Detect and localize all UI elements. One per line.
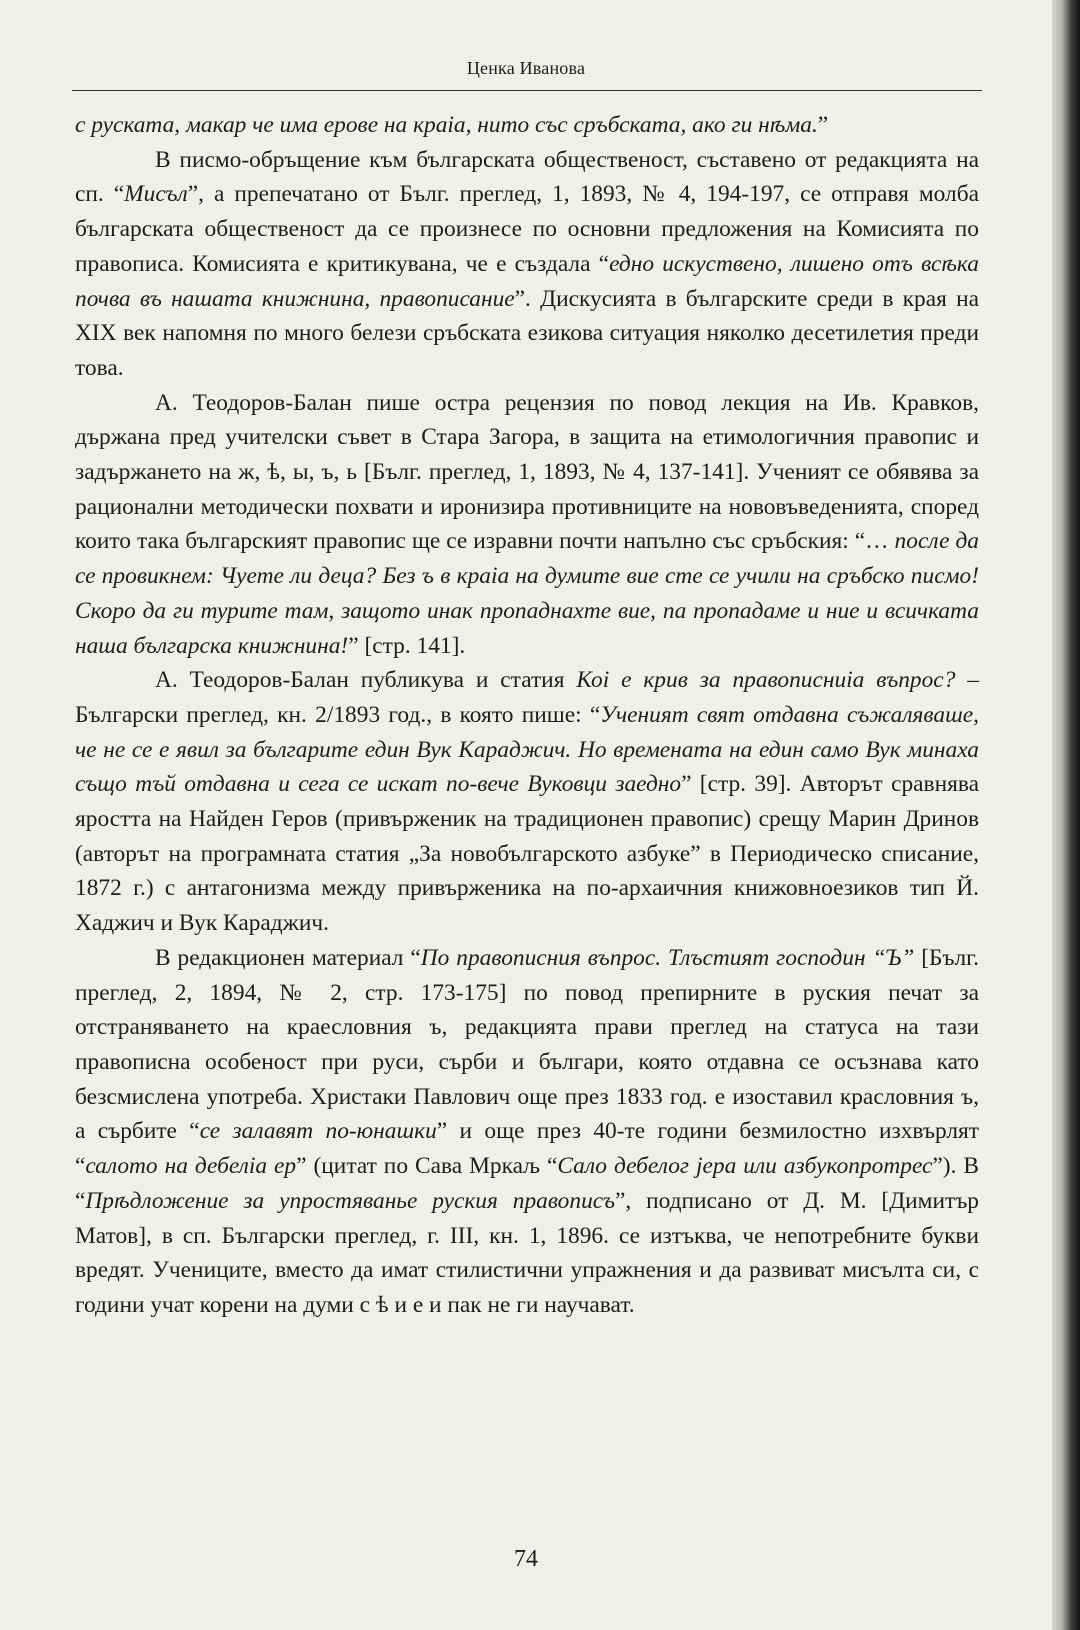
paragraph-5 (75, 941, 979, 1323)
span: Прѣдложение за упростяванье руския правописъ (85, 1187, 615, 1214)
header-rule (72, 90, 982, 91)
span: Мисъл (124, 181, 188, 208)
body-text (75, 108, 979, 1323)
span: ”, а препечатано от Бълг. преглед, 1, 1893, № 4, 194-197, се отправя молба българската общественост да се произнесе по основни предложения на Комисията по правописа. Комисията е критикувана, че е създала “ (75, 181, 979, 277)
span: В писмо-обръщение към българската общественост, съставено от редакцията на сп. “ (75, 146, 979, 208)
span: [Бълг. преглед, 2, 1894, № 2, стр. 173-175] по повод препирните в руския печат за отстраняването на краесловния ъ, редакцията прави преглед на статуса на тази правописна особеност при руси, сърби и българи, която отдавна се осъзнава като безсмислена употреба. Христаки Павлович още през 1833 год. е изоставил краcловния ъ, а сърбите “ (75, 944, 979, 1145)
page-number: 74 (514, 1546, 538, 1572)
span: после да се провикнем: Чуете ли деца? Без ъ в краіа на думите вие сте се учили на сръбско писмо! Скоро да ги турите там, защото инак пропаднахте вие, па пропадаме и ние и всичката наша българска книжнина! (75, 528, 980, 659)
span: ”. Дискусията в българските среди в края на XIX век напомня по много белези сръбската езикова ситуация няколко десетилетия преди това. (75, 285, 979, 381)
span: се залавят по-юнашки (199, 1118, 437, 1145)
book-gutter-shadow (1052, 0, 1080, 1630)
paragraph-4 (75, 663, 979, 941)
span: А. Теодоров-Балан публикува и статия (155, 667, 577, 694)
span: А. Теодоров-Балан пише остра рецензия по повод лекция на Ив. Кравков, държана пред учителски съвет в Стара Загора, в защита на етимологичния правопис и задържането на ж, ѣ, ы, ъ, ь [Бълг. преглед, 1, 1893, № 4, 137-141]. Ученият се обявява за рационални методически похвати и иронизира противниците на нововъведенията, според които така българският правопис ще се изравни почти напълно със сръбския: “… (75, 389, 979, 555)
span: ” и още през 40-те години безмилостно изхвърлят “ (75, 1118, 980, 1180)
span: По правописния въпрос. Тлъстият господин “Ъ” (420, 944, 915, 971)
running-header: Ценка Иванова (466, 58, 586, 78)
span: с руската, макар че има ерове на краіа, нито със сръбската, ако ги нѣма. (75, 112, 818, 138)
span: Ученият свят отдавна съжаляваше, че не се е явил за българите един Вук Караджич. Но времената на един само Вук минаха също тъй отдавна и сега се искат по-вече Вуковци заедно (75, 701, 980, 798)
span: едно искуствено, лишено отъ всѣка почва въ нашата книжнина, правописание (75, 250, 979, 312)
span: ” (817, 112, 829, 138)
span: – Български преглед, кн. 2/1893 год., в която пише: “ (75, 667, 979, 728)
span: Коі е крив за правописниіа въпрос? (576, 667, 956, 694)
span: ”, подписано от Д. М. [Димитър Матов], в сп. Български преглед, г. III, кн. 1, 1896. се изтъква, че непотребните букви вредят. Учениците, вместо да имат стилистични упражнения и да развиват мисълта си, с години учат корени на думи с ѣ и е и пак не ги научават. (75, 1187, 980, 1318)
span: ” [стр. 141]. (348, 632, 466, 659)
span: салото на дебеліа ер (85, 1153, 297, 1180)
paragraph-3 (75, 386, 979, 664)
span: Сало дебелог јера или азбукопротрес (557, 1153, 933, 1180)
paragraph-2 (75, 143, 979, 386)
span: В редакционен материал “ (155, 944, 421, 971)
span: ” (цитат по Сава Мркаљ “ (296, 1153, 558, 1180)
span: ” [стр. 39]. Авторът сравнява яростта на Найден Геров (привърженик на традиционен правопис) срещу Марин Дринов (авторът на програмната статия „За новобългарското азбуке” в Периодическо списание, 1872 г.) с антагонизма между привърженика на по-архаичния книжовноезиков тип Й. Хаджич и Вук Караджич. (75, 771, 979, 937)
span: ”). В “ (75, 1153, 980, 1214)
paragraph-1 (75, 108, 979, 143)
